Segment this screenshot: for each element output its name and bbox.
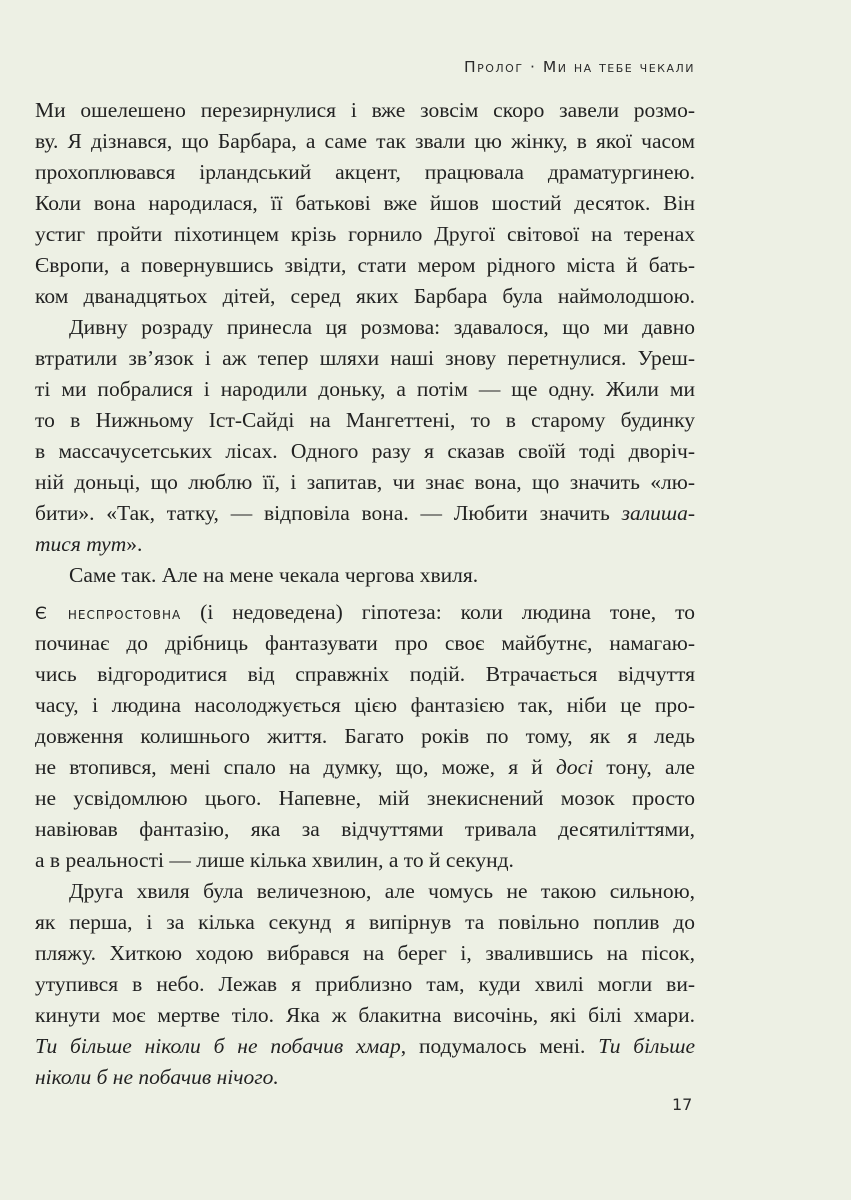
text-line: довження колишнього життя. Багато років по тому, як я ледь — [35, 724, 695, 748]
text-line — [35, 1062, 695, 1093]
text-line — [35, 752, 695, 783]
text-line: навіював фантазію, яка за відчуттями тривала десятиліттями, — [35, 817, 695, 841]
text-line — [35, 597, 695, 628]
text-segment: тону, але — [593, 755, 695, 779]
page-number: 17 — [672, 1095, 693, 1114]
italic-text: Ти більше — [598, 1034, 695, 1058]
text-line: ній доньці, що люблю її, і запитав, чи знає вона, що значить «лю- — [35, 470, 695, 494]
text-segment: не втопився, мені спало на думку, що, може, я й — [35, 755, 557, 779]
running-head-chapter: Пролог — [463, 58, 524, 76]
text-line — [35, 1031, 695, 1062]
text-segment: (і недоведена) гіпотеза: коли людина тоне, то — [181, 600, 695, 624]
text-segment: ». — [126, 532, 143, 556]
italic-text: ніколи б не побачив нічого. — [35, 1065, 279, 1089]
text-line: кинути моє мертве тіло. Яка ж блакитна височінь, які білі хмари. — [35, 1003, 695, 1027]
text-line: ком дванадцятьох дітей, серед яких Барбара була наймолодшою. — [35, 284, 695, 308]
text-line: як перша, і за кілька секунд я випірнув та повільно поплив до — [35, 910, 695, 934]
text-line: Європи, а повернувшись звідти, стати мером рідного міста й бать- — [35, 253, 695, 277]
text-line: ву. Я дізнався, що Барбара, а саме так звали цю жінку, в якої часом — [35, 129, 695, 153]
text-line: прохоплювався ірландський акцент, працювала драматургинею. — [35, 160, 695, 184]
running-head-title: Ми на тебе чекали — [542, 58, 695, 76]
text-segment: бити». «Так, татку, — відповіла вона. — Любити значить — [35, 501, 622, 525]
text-line: в массачусетських лісах. Одного разу я сказав своїй тоді дворіч- — [35, 439, 695, 463]
running-head — [464, 58, 695, 76]
section-2 — [35, 597, 695, 1093]
text-segment: , подумалось мені. — [400, 1034, 599, 1058]
text-line: Ми ошелешено перезирнулися і вже зовсім скоро завели розмо- — [35, 98, 695, 122]
text-line: чись відгородитися від справжніх подій. Втрачається відчуття — [35, 662, 695, 686]
text-line: Друга хвиля була величезною, але чомусь не такою сильною, — [69, 879, 695, 903]
small-caps-lead: Є неспростовна — [35, 604, 182, 624]
text-line: ті ми побралися і народили доньку, а потім — ще одну. Жили ми — [35, 377, 695, 401]
text-line — [35, 498, 695, 529]
text-line: то в Нижньому Іст-Сайді на Мангеттені, то в старому будинку — [35, 408, 695, 432]
text-line: устиг пройти піхотинцем крізь горнило Другої світової на теренах — [35, 222, 695, 246]
text-line: Коли вона народилася, її батькові вже йшов шостий десяток. Він — [35, 191, 695, 215]
text-line: починає до дрібниць фантазувати про своє майбутнє, намагаю- — [35, 631, 695, 655]
italic-text: тися тут — [35, 532, 127, 556]
text-line — [35, 529, 695, 560]
text-line: часу, і людина насолоджується цією фантазією так, ніби це про- — [35, 693, 695, 717]
text-line: Саме так. Але на мене чекала чергова хвиля. — [69, 563, 479, 587]
text-line: Дивну розраду принесла ця розмова: здавалося, що ми давно — [69, 315, 695, 339]
running-head-separator: · — [523, 58, 543, 76]
italic-text: досі — [556, 755, 594, 779]
text-line: не усвідомлюю цього. Напевне, мій знекиснений мозок просто — [35, 786, 695, 810]
italic-text: Ти більше ніколи б не побачив хмар — [35, 1034, 401, 1058]
section-1 — [35, 95, 695, 591]
text-line: втратили зв’язок і аж тепер шляхи наші знову перетнулися. Уреш- — [35, 346, 695, 370]
text-line: пляжу. Хиткою ходою вибрався на берег і, звалившись на пісок, — [35, 941, 695, 965]
text-line: а в реальності — лише кілька хвилин, а то й секунд. — [35, 848, 514, 872]
italic-text: залиша- — [621, 501, 695, 525]
text-line: утупився в небо. Лежав я приблизно там, куди хвилі могли ви- — [35, 972, 695, 996]
